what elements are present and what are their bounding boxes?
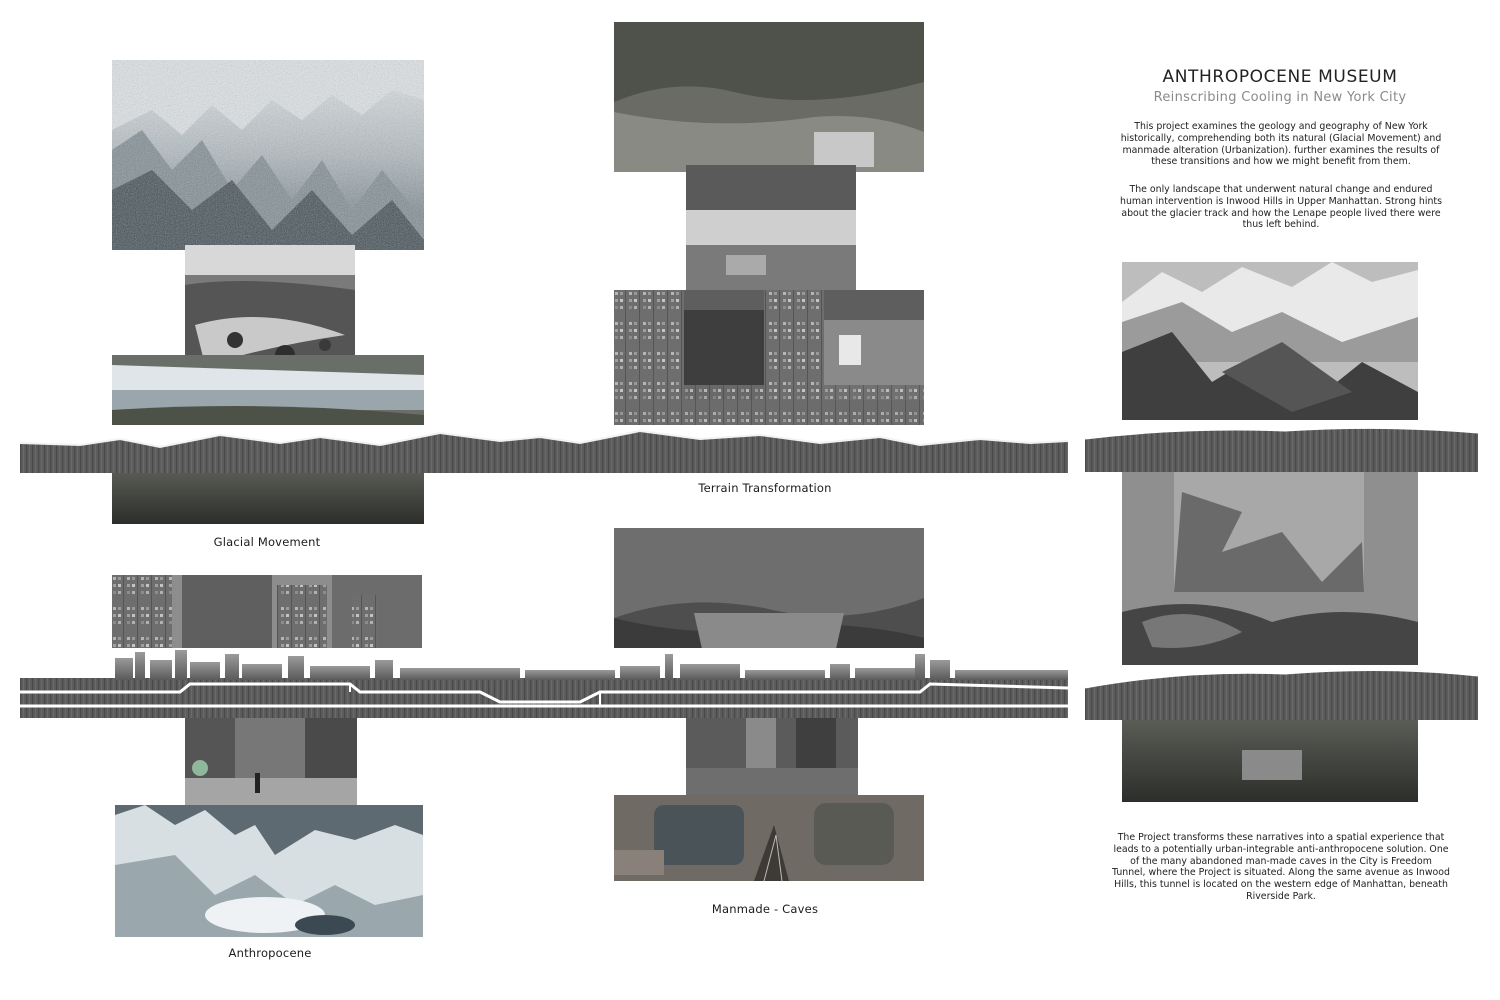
ground-section-upper [20, 425, 1068, 473]
page-subtitle: Reinscribing Cooling in New York City [1153, 90, 1407, 105]
iceberg-collapse [115, 805, 423, 937]
tunnel-collage [614, 795, 924, 881]
skyline-section [20, 648, 1068, 718]
page-title: ANTHROPOCENE MUSEUM [1162, 67, 1398, 87]
forest-below [112, 470, 424, 524]
rock-overhang [614, 22, 924, 172]
ground-section-right-lower [1085, 665, 1478, 720]
project-paragraph: The Project transforms these narratives into a spatial experience that leads to a potentially urban-integrable anti-anthropocene solution. One of the many abandoned man-made caves in the City is Freedom Tunnel, where the Project is situated. Along the same avenue as Inwood Hills, this tunnel is located on the western edge of Manhattan, beneath Riverside Park. [1112, 832, 1450, 902]
cave-rock-mid [614, 528, 924, 658]
caption-terrain-transformation: Terrain Transformation [698, 481, 832, 495]
caption-anthropocene: Anthropocene [228, 946, 312, 960]
landscape-paragraph: The only landscape that underwent natural change and endured human intervention is Inwood Hills in Upper Manhattan. Strong hints about the glacier track and how the Lenape people lived there were thus left behind. [1120, 184, 1442, 231]
caption-manmade-caves: Manmade - Caves [711, 902, 819, 916]
inverted-forest [1122, 720, 1418, 802]
mountain-collage [1122, 262, 1418, 432]
ground-section-right-upper [1085, 420, 1478, 472]
glacier-collage [112, 60, 424, 250]
times-square-collage [614, 290, 924, 440]
caption-glacial-movement: Glacial Movement [213, 535, 321, 549]
intro-paragraph: This project examines the geology and geography of New York historically, comprehending both its natural (Glacial Movement) and manmade alteration (Urbanization). further examines the results of these transitions and how we might benefit from them. [1120, 121, 1442, 168]
inwood-collage [1122, 472, 1418, 672]
tunnel-upper [686, 718, 858, 798]
old-city-photo [686, 165, 856, 295]
